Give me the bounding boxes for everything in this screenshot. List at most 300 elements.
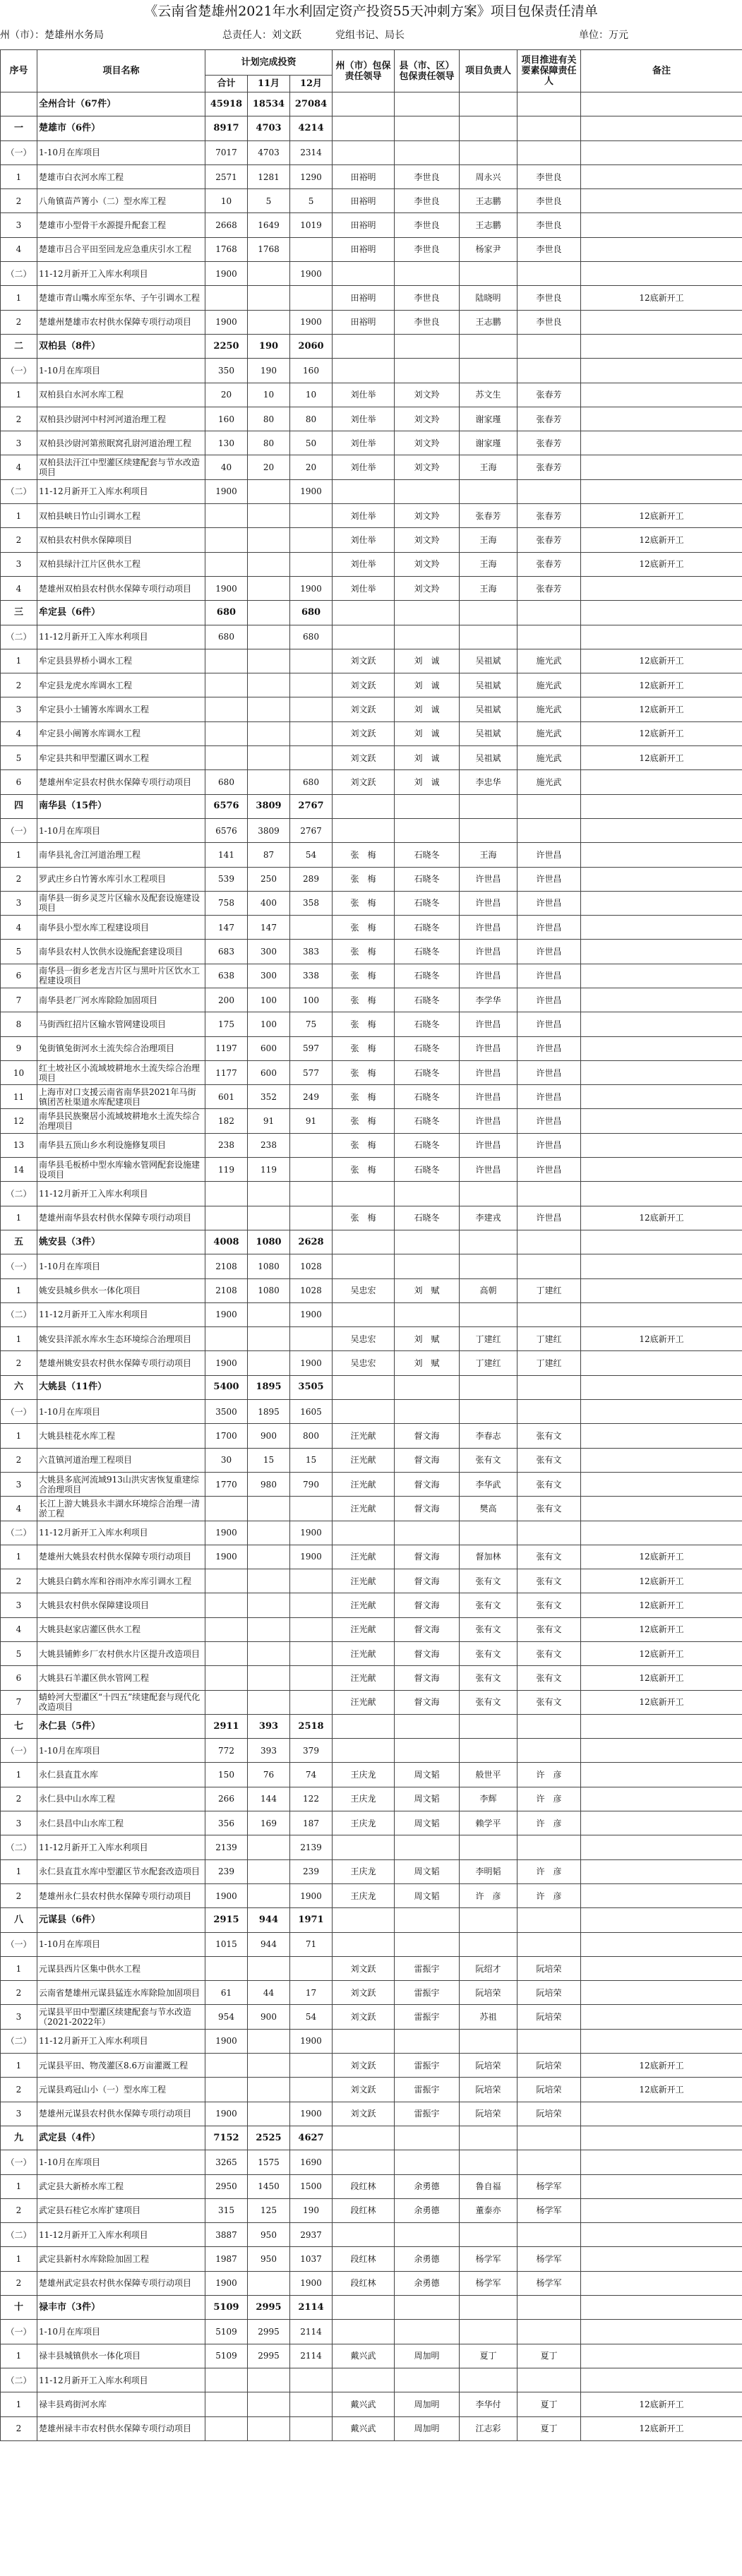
cell-nov xyxy=(248,1883,290,1907)
cell-total xyxy=(205,2416,248,2440)
cell-total: 8917 xyxy=(205,116,248,140)
cell-name: 南华县老厂河水库除险加固项目 xyxy=(37,988,205,1012)
cell-dec: 1019 xyxy=(290,213,333,237)
cell-promote-lead xyxy=(517,1714,581,1738)
cell-nov: 190 xyxy=(248,359,290,383)
table-row xyxy=(1,818,742,842)
responsibility-table xyxy=(0,49,742,2441)
cell-county-lead: 周加明 xyxy=(395,2344,460,2368)
cell-seq: 3 xyxy=(1,552,37,576)
cell-promote-lead: 许世昌 xyxy=(517,1036,581,1060)
cell-dec: 1605 xyxy=(290,1400,333,1424)
cell-county-lead: 石晓冬 xyxy=(395,964,460,988)
cell-total xyxy=(205,504,248,528)
table-row xyxy=(1,1521,742,1545)
cell-state-lead: 刘仕举 xyxy=(333,455,395,479)
cell-dec: 2139 xyxy=(290,1835,333,1859)
cell-total: 1900 xyxy=(205,2102,248,2126)
cell-nov xyxy=(248,649,290,673)
cell-total: 315 xyxy=(205,2198,248,2222)
cell-project-manager: 阮培荣 xyxy=(460,1981,517,2005)
cell-name: 武定县新村水库除险加固工程 xyxy=(37,2247,205,2271)
table-row xyxy=(1,1060,742,1084)
cell-promote-lead: 许世昌 xyxy=(517,1060,581,1084)
cell-project-manager xyxy=(460,2223,517,2247)
cell-dec: 20 xyxy=(290,455,333,479)
cell-county-lead: 督文海 xyxy=(395,1593,460,1617)
cell-county-lead: 石晓冬 xyxy=(395,891,460,915)
cell-remark: 12底新开工 xyxy=(581,504,742,528)
cell-name: 11-12月新开工入库水利项目 xyxy=(37,2029,205,2053)
cell-nov: 91 xyxy=(248,1109,290,1133)
cell-promote-lead: 许世昌 xyxy=(517,940,581,964)
cell-promote-lead xyxy=(517,262,581,286)
cell-remark: 12底新开工 xyxy=(581,649,742,673)
cell-promote-lead xyxy=(517,359,581,383)
table-row xyxy=(1,383,742,407)
header-promote-lead: 项目推进有关要素保障责任人 xyxy=(517,50,581,92)
cell-promote-lead xyxy=(517,116,581,140)
cell-seq: 1 xyxy=(1,383,37,407)
table-row xyxy=(1,625,742,649)
cell-dec xyxy=(290,552,333,576)
cell-project-manager: 许世昌 xyxy=(460,1133,517,1157)
cell-state-lead: 张 梅 xyxy=(333,916,395,940)
cell-seq: （一） xyxy=(1,1400,37,1424)
cell-project-manager: 阮培荣 xyxy=(460,2102,517,2126)
cell-dec: 2767 xyxy=(290,794,333,818)
cell-nov: 1080 xyxy=(248,1230,290,1254)
cell-project-manager: 王海 xyxy=(460,552,517,576)
table-row xyxy=(1,2223,742,2247)
cell-total: 3500 xyxy=(205,1400,248,1424)
cell-county-lead: 刘文羚 xyxy=(395,407,460,431)
cell-remark xyxy=(581,164,742,188)
cell-project-manager xyxy=(460,1739,517,1763)
cell-nov xyxy=(248,1593,290,1617)
cell-seq: 1 xyxy=(1,649,37,673)
cell-project-manager: 王海 xyxy=(460,528,517,552)
cell-nov: 393 xyxy=(248,1739,290,1763)
cell-remark: 12底新开工 xyxy=(581,2078,742,2102)
cell-remark: 12底新开工 xyxy=(581,1327,742,1351)
cell-county-lead: 李世良 xyxy=(395,164,460,188)
cell-state-lead xyxy=(333,1835,395,1859)
cell-county-lead xyxy=(395,334,460,358)
cell-nov xyxy=(248,1617,290,1641)
table-row xyxy=(1,2054,742,2078)
cell-total: 5109 xyxy=(205,2296,248,2320)
table-row xyxy=(1,1981,742,2005)
cell-remark xyxy=(581,601,742,625)
table-row xyxy=(1,1472,742,1496)
cell-state-lead: 刘仕举 xyxy=(333,383,395,407)
cell-state-lead xyxy=(333,1400,395,1424)
cell-seq: （二） xyxy=(1,625,37,649)
cell-nov: 2525 xyxy=(248,2126,290,2150)
cell-name: 楚雄州禄丰市农村供水保障专项行动项目 xyxy=(37,2416,205,2440)
cell-dec: 54 xyxy=(290,2005,333,2029)
cell-total: 772 xyxy=(205,1739,248,1763)
table-row xyxy=(1,1085,742,1109)
cell-total: 1700 xyxy=(205,1424,248,1448)
cell-remark: 12底新开工 xyxy=(581,1666,742,1690)
cell-total: 1900 xyxy=(205,1351,248,1375)
cell-project-manager: 李春志 xyxy=(460,1424,517,1448)
table-row xyxy=(1,1012,742,1036)
table-row xyxy=(1,407,742,431)
cell-state-lead xyxy=(333,1182,395,1206)
cell-seq: 6 xyxy=(1,770,37,794)
cell-dec: 680 xyxy=(290,601,333,625)
cell-promote-lead: 张有文 xyxy=(517,1666,581,1690)
cell-nov xyxy=(248,673,290,697)
table-row xyxy=(1,1739,742,1763)
table-row xyxy=(1,770,742,794)
cell-promote-lead xyxy=(517,479,581,503)
cell-promote-lead xyxy=(517,601,581,625)
cell-dec xyxy=(290,2078,333,2102)
cell-nov xyxy=(248,1351,290,1375)
cell-seq: 2 xyxy=(1,2078,37,2102)
header-state-lead: 州（市）包保责任领导 xyxy=(333,50,395,92)
cell-remark xyxy=(581,92,742,116)
cell-name: 六苴镇河道治理工程项目 xyxy=(37,1448,205,1472)
table-row xyxy=(1,964,742,988)
cell-dec xyxy=(290,2368,333,2392)
table-row xyxy=(1,843,742,867)
cell-county-lead: 刘文羚 xyxy=(395,576,460,600)
cell-name: 1-10月在库项目 xyxy=(37,2150,205,2174)
cell-seq: （一） xyxy=(1,140,37,164)
cell-promote-lead xyxy=(517,2368,581,2392)
cell-dec xyxy=(290,1206,333,1230)
cell-project-manager xyxy=(460,2150,517,2174)
cell-remark: 12底新开工 xyxy=(581,721,742,745)
cell-name: 元谋县平田、物茂灌区8.6万亩灌溉工程 xyxy=(37,2054,205,2078)
cell-promote-lead: 许世昌 xyxy=(517,843,581,867)
cell-county-lead: 石晓冬 xyxy=(395,1109,460,1133)
cell-total xyxy=(205,286,248,310)
cell-state-lead: 刘文跃 xyxy=(333,649,395,673)
table-row xyxy=(1,1787,742,1811)
cell-nov xyxy=(248,1182,290,1206)
cell-project-manager: 张有文 xyxy=(460,1642,517,1666)
cell-state-lead: 王庆龙 xyxy=(333,1859,395,1883)
cell-total xyxy=(205,1617,248,1641)
cell-seq: （一） xyxy=(1,1739,37,1763)
table-row xyxy=(1,2174,742,2198)
cell-dec: 4214 xyxy=(290,116,333,140)
cell-dec: 383 xyxy=(290,940,333,964)
cell-nov: 950 xyxy=(248,2223,290,2247)
cell-nov xyxy=(248,1666,290,1690)
cell-state-lead: 吴忠宏 xyxy=(333,1278,395,1302)
cell-total: 1197 xyxy=(205,1036,248,1060)
cell-seq: 4 xyxy=(1,916,37,940)
cell-name: 大姚县多底河流域913山洪灾害恢复重建综合治理项目 xyxy=(37,1472,205,1496)
cell-project-manager: 李学华 xyxy=(460,988,517,1012)
cell-seq: 1 xyxy=(1,164,37,188)
cell-total xyxy=(205,1182,248,1206)
cell-total: 1900 xyxy=(205,1545,248,1569)
cell-total: 30 xyxy=(205,1448,248,1472)
cell-project-manager: 王志鹏 xyxy=(460,189,517,213)
cell-seq: 八 xyxy=(1,1908,37,1932)
cell-total xyxy=(205,649,248,673)
cell-total: 2108 xyxy=(205,1278,248,1302)
table-row xyxy=(1,1569,742,1593)
cell-project-manager: 许世昌 xyxy=(460,1060,517,1084)
cell-remark xyxy=(581,940,742,964)
cell-project-manager: 吴祖斌 xyxy=(460,721,517,745)
cell-seq: （二） xyxy=(1,1182,37,1206)
cell-state-lead: 王庆龙 xyxy=(333,1763,395,1787)
cell-total: 238 xyxy=(205,1133,248,1157)
cell-promote-lead: 张有文 xyxy=(517,1617,581,1641)
cell-dec xyxy=(290,1569,333,1593)
cell-dec xyxy=(290,1690,333,1714)
cell-dec: 10 xyxy=(290,383,333,407)
cell-promote-lead xyxy=(517,1932,581,1956)
cell-name: 姚安县洋派水库水生态环境综合治理项目 xyxy=(37,1327,205,1351)
cell-seq: 2 xyxy=(1,2416,37,2440)
cell-dec xyxy=(290,746,333,770)
cell-seq: 4 xyxy=(1,1497,37,1521)
cell-promote-lead: 李世良 xyxy=(517,164,581,188)
cell-remark xyxy=(581,1424,742,1448)
cell-state-lead xyxy=(333,1302,395,1326)
cell-name: 楚雄州双柏县农村供水保障专项行动项目 xyxy=(37,576,205,600)
cell-county-lead: 刘 诚 xyxy=(395,770,460,794)
cell-promote-lead xyxy=(517,1182,581,1206)
cell-state-lead: 戴兴武 xyxy=(333,2344,395,2368)
table-row xyxy=(1,1763,742,1787)
cell-county-lead: 周文韬 xyxy=(395,1787,460,1811)
cell-state-lead: 王庆龙 xyxy=(333,1787,395,1811)
cell-total xyxy=(205,697,248,721)
cell-project-manager xyxy=(460,2368,517,2392)
cell-nov: 4703 xyxy=(248,140,290,164)
cell-project-manager: 李忠华 xyxy=(460,770,517,794)
cell-remark: 12底新开工 xyxy=(581,1690,742,1714)
cell-county-lead: 刘 诚 xyxy=(395,746,460,770)
cell-nov: 1895 xyxy=(248,1400,290,1424)
cell-dec xyxy=(290,1497,333,1521)
cell-project-manager: 苏祖 xyxy=(460,2005,517,2029)
cell-county-lead: 周文韬 xyxy=(395,1811,460,1835)
cell-county-lead xyxy=(395,2029,460,2053)
cell-county-lead: 督文海 xyxy=(395,1497,460,1521)
cell-seq: 一 xyxy=(1,116,37,140)
cell-county-lead: 雷振宇 xyxy=(395,2005,460,2029)
cell-nov xyxy=(248,2078,290,2102)
cell-name: 牟定县县界桥小调水工程 xyxy=(37,649,205,673)
table-row xyxy=(1,431,742,455)
cell-seq: 1 xyxy=(1,2054,37,2078)
cell-name: 南华县毛板桥中型水库输水管网配套设施建设项目 xyxy=(37,1158,205,1182)
cell-project-manager: 高朝 xyxy=(460,1278,517,1302)
cell-project-manager: 杨家尹 xyxy=(460,237,517,261)
cell-nov: 1450 xyxy=(248,2174,290,2198)
cell-remark xyxy=(581,262,742,286)
cell-state-lead: 汪光献 xyxy=(333,1666,395,1690)
cell-project-manager: 许世昌 xyxy=(460,1158,517,1182)
cell-nov xyxy=(248,2054,290,2078)
cell-promote-lead: 许世昌 xyxy=(517,1109,581,1133)
cell-remark xyxy=(581,1472,742,1496)
cell-state-lead: 刘文跃 xyxy=(333,1981,395,2005)
cell-seq: 1 xyxy=(1,286,37,310)
cell-state-lead: 田裕明 xyxy=(333,237,395,261)
cell-nov: 250 xyxy=(248,867,290,891)
cell-total: 680 xyxy=(205,770,248,794)
cell-dec xyxy=(290,504,333,528)
cell-state-lead: 吴忠宏 xyxy=(333,1351,395,1375)
cell-promote-lead: 施光武 xyxy=(517,746,581,770)
cell-project-manager: 许世昌 xyxy=(460,891,517,915)
cell-total: 1770 xyxy=(205,1472,248,1496)
cell-remark xyxy=(581,1859,742,1883)
cell-dec: 54 xyxy=(290,843,333,867)
cell-total: 683 xyxy=(205,940,248,964)
cell-project-manager: 李明韬 xyxy=(460,1859,517,1883)
cell-project-manager: 督加林 xyxy=(460,1545,517,1569)
cell-state-lead: 汪光献 xyxy=(333,1617,395,1641)
cell-seq: 2 xyxy=(1,867,37,891)
cell-state-lead: 汪光献 xyxy=(333,1472,395,1496)
cell-project-manager: 李华付 xyxy=(460,2392,517,2416)
cell-remark xyxy=(581,237,742,261)
cell-project-manager: 般世平 xyxy=(460,1763,517,1787)
cell-name: 牟定县龙虎水库调水工程 xyxy=(37,673,205,697)
cell-nov: 169 xyxy=(248,1811,290,1835)
cell-name: 元谋县（6件） xyxy=(37,1908,205,1932)
cell-name: 永仁县昌中山水库工程 xyxy=(37,1811,205,1835)
cell-seq: 4 xyxy=(1,455,37,479)
cell-name: 楚雄州南华县农村供水保障专项行动项目 xyxy=(37,1206,205,1230)
cell-promote-lead: 丁建红 xyxy=(517,1278,581,1302)
table-row xyxy=(1,213,742,237)
cell-dec: 1900 xyxy=(290,1883,333,1907)
cell-county-lead: 雷振宇 xyxy=(395,2078,460,2102)
cell-state-lead: 张 梅 xyxy=(333,1158,395,1182)
cell-total: 2250 xyxy=(205,334,248,358)
cell-name: 大姚县桂花水库工程 xyxy=(37,1424,205,1448)
cell-dec xyxy=(290,916,333,940)
cell-dec xyxy=(290,1593,333,1617)
cell-total: 601 xyxy=(205,1085,248,1109)
cell-promote-lead xyxy=(517,1835,581,1859)
cell-state-lead xyxy=(333,1375,395,1399)
cell-total: 638 xyxy=(205,964,248,988)
cell-seq: 1 xyxy=(1,1206,37,1230)
cell-project-manager: 许世昌 xyxy=(460,1085,517,1109)
cell-dec: 2060 xyxy=(290,334,333,358)
cell-nov: 44 xyxy=(248,1981,290,2005)
cell-seq: 5 xyxy=(1,1642,37,1666)
cell-project-manager xyxy=(460,359,517,383)
cell-county-lead xyxy=(395,1302,460,1326)
cell-name: 蜻蛉河大型灌区“十四五”续建配套与现代化改造项目 xyxy=(37,1690,205,1714)
cell-name: 大姚县白鹤水库和谷雨冲水库引调水工程 xyxy=(37,1569,205,1593)
cell-promote-lead: 阮培荣 xyxy=(517,2102,581,2126)
cell-total: 160 xyxy=(205,407,248,431)
cell-seq: 2 xyxy=(1,673,37,697)
cell-nov xyxy=(248,770,290,794)
cell-name: 楚雄市青山嘴水库至东华、子午引调水工程 xyxy=(37,286,205,310)
cell-dec: 75 xyxy=(290,1012,333,1036)
cell-seq: （二） xyxy=(1,1521,37,1545)
cell-nov xyxy=(248,721,290,745)
cell-state-lead: 刘仕举 xyxy=(333,504,395,528)
cell-remark: 12底新开工 xyxy=(581,286,742,310)
cell-county-lead: 刘文羚 xyxy=(395,455,460,479)
cell-nov: 944 xyxy=(248,1932,290,1956)
cell-remark: 12底新开工 xyxy=(581,1206,742,1230)
cell-remark xyxy=(581,2029,742,2053)
cell-project-manager: 王志鹏 xyxy=(460,213,517,237)
cell-name: 南华县农村人饮供水设施配套建设项目 xyxy=(37,940,205,964)
cell-nov: 600 xyxy=(248,1036,290,1060)
cell-name: 1-10月在库项目 xyxy=(37,1254,205,1278)
leader-title: 党组书记、局长 xyxy=(335,30,405,41)
cell-seq: （一） xyxy=(1,1932,37,1956)
cell-seq: 2 xyxy=(1,1351,37,1375)
cell-state-lead: 刘仕举 xyxy=(333,576,395,600)
cell-remark xyxy=(581,576,742,600)
cell-name: 楚雄州牟定县农村供水保障专项行动项目 xyxy=(37,770,205,794)
cell-seq: 六 xyxy=(1,1375,37,1399)
cell-project-manager: 李辉 xyxy=(460,1787,517,1811)
cell-promote-lead xyxy=(517,1521,581,1545)
cell-county-lead: 刘 诚 xyxy=(395,697,460,721)
cell-seq: 3 xyxy=(1,1593,37,1617)
cell-remark xyxy=(581,1811,742,1835)
cell-project-manager: 许世昌 xyxy=(460,964,517,988)
cell-remark xyxy=(581,1956,742,1980)
table-row xyxy=(1,1714,742,1738)
cell-county-lead: 周文韬 xyxy=(395,1883,460,1907)
cell-nov: 144 xyxy=(248,1787,290,1811)
cell-project-manager: 王志鹏 xyxy=(460,310,517,334)
cell-dec: 27084 xyxy=(290,92,333,116)
cell-name: 11-12月新开工入库水利项目 xyxy=(37,625,205,649)
cell-project-manager: 周永兴 xyxy=(460,164,517,188)
table-row xyxy=(1,1230,742,1254)
cell-promote-lead: 夏丁 xyxy=(517,2416,581,2440)
table-row xyxy=(1,697,742,721)
cell-project-manager: 谢家瑾 xyxy=(460,431,517,455)
cell-name: 武定县（4件） xyxy=(37,2126,205,2150)
cell-remark xyxy=(581,2198,742,2222)
cell-remark xyxy=(581,334,742,358)
cell-state-lead xyxy=(333,1521,395,1545)
cell-nov: 950 xyxy=(248,2247,290,2271)
cell-promote-lead: 许世昌 xyxy=(517,1158,581,1182)
cell-promote-lead: 阮培荣 xyxy=(517,2054,581,2078)
cell-promote-lead: 丁建红 xyxy=(517,1327,581,1351)
cell-name: 11-12月新开工入库水利项目 xyxy=(37,1521,205,1545)
cell-name: 姚安县城乡供水一体化项目 xyxy=(37,1278,205,1302)
cell-total xyxy=(205,746,248,770)
cell-remark xyxy=(581,2247,742,2271)
cell-remark: 12底新开工 xyxy=(581,1617,742,1641)
cell-dec xyxy=(290,2054,333,2078)
cell-remark xyxy=(581,988,742,1012)
table-body xyxy=(1,92,742,2441)
cell-promote-lead: 许世昌 xyxy=(517,988,581,1012)
